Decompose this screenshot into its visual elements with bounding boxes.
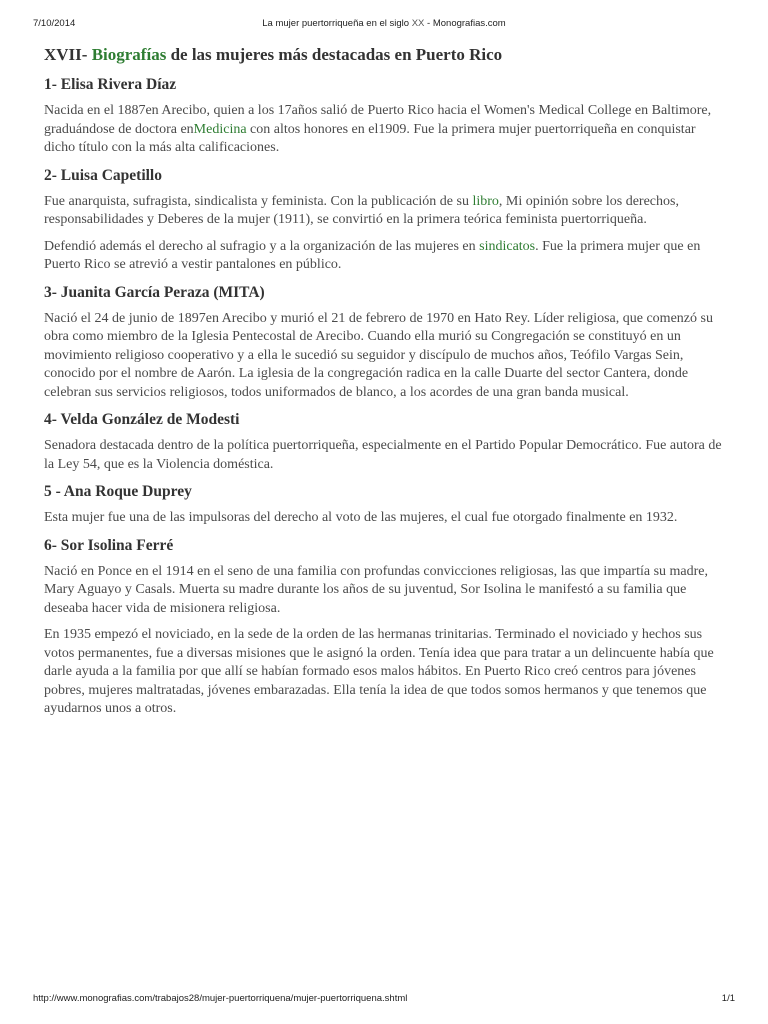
- medicina-link[interactable]: Medicina: [193, 121, 247, 137]
- bio-paragraph: Defendió además el derecho al sufragio y a la organización de las mujeres en sindicatos. Fue la primera mujer que en Puerto Rico se atrevió a vestir pantalones en público.: [44, 238, 701, 272]
- section-title: XVII- Biografías de las mujeres más destacadas en Puerto Rico: [44, 45, 503, 64]
- bio-paragraph: Esta mujer fue una de las impulsoras del derecho al voto de las mujeres, el cual fue otorgado finalmente en 1932.: [44, 510, 678, 525]
- bio-heading-juanita-garcia: 3- Juanita García Peraza (MITA): [44, 283, 265, 301]
- bio-paragraph: Nacida en el 1887en Arecibo, quien a los 17años salió de Puerto Rico hacia el Women's Medical College en Baltimore, graduándose de doctora enMedicina con altos honores en el1909. Fue la primera mujer puertorriqueña en conquistar dicho título con la más alta calificaciones.: [44, 103, 712, 155]
- biografias-link[interactable]: Biografías: [91, 45, 167, 64]
- print-date: 7/10/2014: [33, 18, 76, 29]
- print-url: http://www.monografias.com/trabajos28/mujer-puertorriquena/mujer-puertorriquena.shtml: [33, 993, 408, 1004]
- bio-paragraph: En 1935 empezó el noviciado, en la sede de la orden de las hermanas trinitarias. Terminado el noviciado y hechos sus votos permanentes, fue a diversas misiones que le asignó la orden. Tenía idea que para tratar a un delincuente había que darle ayuda a la familia por que allí se habían formado esos malos hábitos. En Puerto Rico creó centros para jóvenes pobres, mujeres maltratadas, jóvenes embarazadas. Ella tenía la idea de que todos somos hermanos y que tenemos que ayudarnos unos a otros.: [44, 627, 714, 716]
- bio-paragraph: Nació el 24 de junio de 1897en Arecibo y murió el 21 de febrero de 1970 en Hato Rey. Líder religiosa, que comenzó su obra como miembro de la Iglesia Pentecostal de Arecibo. Cuando ella murió su Congregación se constituyó en un movimiento religioso cooperativo y a ella le sucedió su seguidor y discípulo de muchos años, Teófilo Vargas Sein, conocido por el nombre de Aarón. La iglesia de la congregación radica en la calle Duarte del sector Cantera, donde celebran sus servicios religiosos, todos uniformados de blanco, a los acordes de una gran banda musical.: [44, 310, 713, 400]
- page-number: 1/1: [721, 993, 735, 1004]
- bio-paragraph: Nació en Ponce en el 1914 en el seno de una familia con profundas convicciones religiosas, las que impartía su madre, Mary Aguayo y Casals. Muerta su madre durante los años de su juventud, Sor Isolina le manifestó a su familia que deseaba hacer vida de misionera religiosa.: [44, 563, 709, 616]
- bio-heading-elisa-rivera: 1- Elisa Rivera Díaz: [44, 76, 177, 93]
- libro-link[interactable]: libro: [472, 193, 499, 209]
- print-footer: [0, 993, 768, 1007]
- bio-heading-isolina-ferre: 6- Sor Isolina Ferré: [44, 536, 174, 554]
- article-content: [44, 44, 724, 727]
- bio-heading-ana-roque: 5 - Ana Roque Duprey: [44, 483, 192, 500]
- title-xx: XX: [411, 18, 425, 29]
- bio-paragraph: Senadora destacada dentro de la política puertorriqueña, especialmente en el Partido Popular Democrático. Fue autora de la Ley 54, que es la Violencia doméstica.: [44, 438, 722, 472]
- bio-heading-luisa-capetillo: 2- Luisa Capetillo: [44, 166, 162, 184]
- print-title: La mujer puertorriqueña en el siglo XX - Monografias.com: [262, 18, 506, 29]
- sindicatos-link[interactable]: sindicatos: [479, 238, 536, 254]
- bio-heading-velda-gonzalez: 4- Velda González de Modesti: [44, 411, 240, 428]
- bio-paragraph: Fue anarquista, sufragista, sindicalista y feminista. Con la publicación de su libro, Mi opinión sobre los derechos, responsabilidades y Deberes de la mujer (1911), se convirtió en la primera teórica feminista puertorriqueña.: [44, 193, 679, 227]
- print-header: [0, 18, 768, 32]
